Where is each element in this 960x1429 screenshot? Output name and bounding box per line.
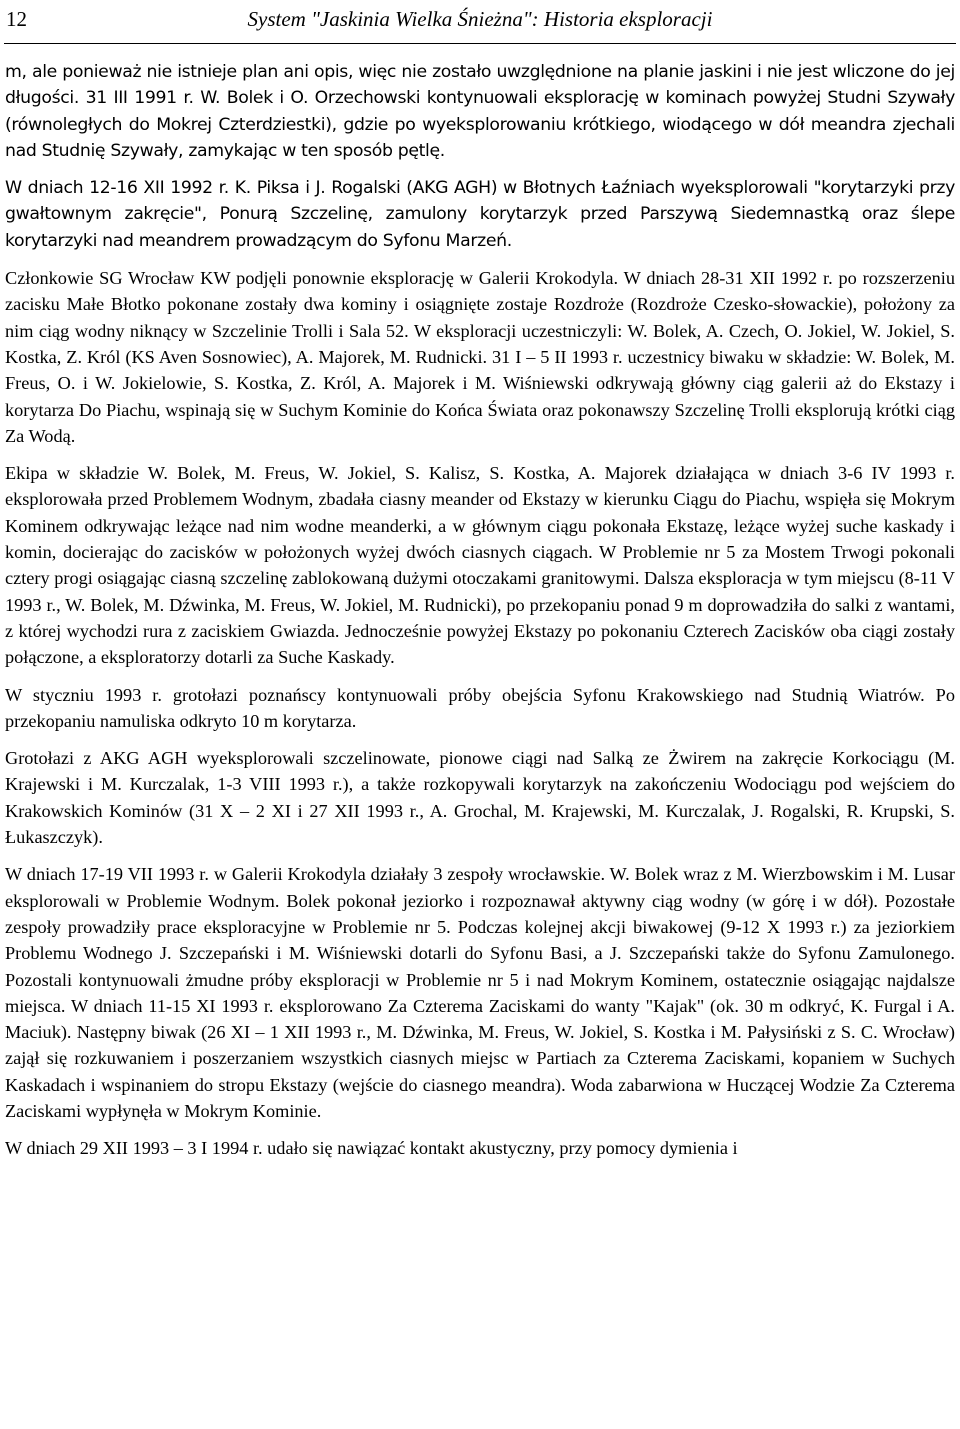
- running-title: System "Jaskinia Wielka Śnieżna": Historia eksploracji: [247, 7, 713, 31]
- paragraph: Grotołazi z AKG AGH wyeksplorowali szczelinowate, pionowe ciągi nad Salką ze Żwirem na zakręcie Korkociągu (M. Krajewski i M. Kurczalak, 1-3 VIII 1993 r.), a także rozkopywali korytarzyk na zakończeniu Wodociągu pod wejściem do Krakowskich Kominów (31 X – 2 XI i 27 XII 1993 r., A. Grochal, M. Krajewski, M. Kurczalak, J. Rogalski, R. Krupski, S. Łukaszczyk).: [5, 748, 955, 848]
- paragraph: W dniach 17-19 VII 1993 r. w Galerii Krokodyla działały 3 zespoły wrocławskie. W. Bolek wraz z M. Wierzbowskim i M. Lusar eksplorowali w Problemie Wodnym. Bolek pokonał jeziorko i rozpoznawał aktywny ciąg wodny (w górę i w dół). Pozostałe zespoły prowadziły prace eksploracyjne w Problemie nr 5. Podczas kolejnej akcji biwakowej (9-12 X 1993 r.) za jeziorkiem Problemu Wodnego J. Szczepański i M. Wiśniewski dotarli do Syfonu Basi, a J. Szczepański także do Syfonu Zamulonego. Pozostali kontynuowali żmudne próby eksploracji w Problemie nr 5 i nad Mokrym Kominem, ostatecznie osiągając najdalsze miejsca. W dniach 11-15 XI 1993 r. eksplorowano Za Czterema Zaciskami do wanty "Kajak" (ok. 30 m odkryć, K. Furgal i A. Maciuk). Następny biwak (26 XI – 1 XII 1993 r., M. Dźwinka, M. Freus, W. Jokiel, S. Kostka i M. Pałysiński z S. C. Wrocław) zajął się rozkuwaniem i poszerzaniem wszystkich ciasnych miejsc w Partiach za Czterema Zaciskami, kopaniem w Suchych Kaskadach i wspinaniem do stropu Ekstazy (wejście do ciasnego meandra). Woda zabarwiona w Huczącej Wodzie Za Czterema Zaciskami wypłynęła w Mokrym Kominie.: [5, 864, 955, 1121]
- paragraph: m, ale ponieważ nie istnieje plan ani opis, więc nie zostało uwzględnione na planie jaskini i nie jest wliczone do jej długości. 31 III 1991 r. W. Bolek i O. Orzechowski kontynuowali eksplorację w kominach powyżej Studni Szywały (równoległych do Mokrej Czterdziestki), gdzie po wyeksplorowaniu krótkiego, wiodącego w dół meandra zjechali nad Studnię Szywały, zamykając w ten sposób pętlę.: [5, 62, 955, 161]
- body-text: [5, 59, 955, 1173]
- paragraph: W styczniu 1993 r. grotołazi poznańscy kontynuowali próby obejścia Syfonu Krakowskiego nad Studnią Wiatrów. Po przekopaniu namuliska odkryto 10 m korytarza.: [5, 684, 955, 731]
- paragraph: W dniach 29 XII 1993 – 3 I 1994 r. udało się nawiązać kontakt akustyczny, przy pomocy dymienia i: [5, 1138, 738, 1159]
- page-number: 12: [6, 7, 27, 31]
- header-divider: [4, 43, 956, 44]
- paragraph: W dniach 12-16 XII 1992 r. K. Piksa i J. Rogalski (AKG AGH) w Błotnych Łaźniach wyeksplorowali "korytarzyki przy gwałtownym zakręcie", Ponurą Szczelinę, zamulony korytarzyk przed Parszywą Siedemnastką oraz ślepe korytarzyki nad meandrem prowadzącym do Syfonu Marzeń.: [5, 178, 955, 251]
- page-header: [0, 4, 960, 34]
- paragraph: Ekipa w składzie W. Bolek, M. Freus, W. Jokiel, S. Kalisz, S. Kostka, A. Majorek działająca w dniach 3-6 IV 1993 r. eksplorowała przed Problemem Wodnym, zbadała ciasny meander od Ekstazy w kierunku Ciągu do Piachu, wspięła się Mokrym Kominem odkrywając leżące nad nim wodne meanderki, a w głównym ciągu pokonała Ekstazę, leżące wyżej suche kaskady i komin, docierając do zacisków w położonych wyżej dwóch ciasnych ciągach. W Problemie nr 5 za Mostem Trwogi pokonali cztery progi osiągając ciasną szczelinę zablokowaną dużymi otoczakami granitowymi. Dalsza eksploracja w tym miejscu (8-11 V 1993 r., W. Bolek, M. Dźwinka, M. Freus, W. Jokiel, M. Rudnicki), po przekopaniu ponad 9 m doprowadziła do salki z wantami, z której wychodzi rura z zaciskiem Gwiazda. Jednocześnie powyżej Ekstazy po pokonaniu Czterech Zacisków oba ciągi zostały połączone, a eksploratorzy dotarli za Suche Kaskady.: [5, 463, 955, 668]
- paragraph: Członkowie SG Wrocław KW podjęli ponownie eksplorację w Galerii Krokodyla. W dniach 28-31 XII 1992 r. po rozszerzeniu zacisku Małe Błotko pokonane zostały dwa kominy i osiągnięte zostaje Rozdroże (Rozdroże Czesko-słowackie), położony za nim ciąg wodny niknący w Szczelinie Trolli i Sala 52. W eksploracji uczestniczyli: W. Bolek, A. Czech, O. Jokiel, W. Jokiel, S. Kostka, Z. Król (KS Aven Sosnowiec), A. Majorek, M. Rudnicki. 31 I – 5 II 1993 r. uczestnicy biwaku w składzie: W. Bolek, M. Freus, O. i W. Jokielowie, S. Kostka, Z. Król, A. Majorek i M. Wiśniewski odkrywają główny ciąg galerii aż do Ekstazy i korytarza Do Piachu, wspinają się w Suchym Kominie do Końca Świata oraz pokonawszy Szczelinę Trolli eksplorują krótki ciąg Za Wodą.: [5, 268, 955, 446]
